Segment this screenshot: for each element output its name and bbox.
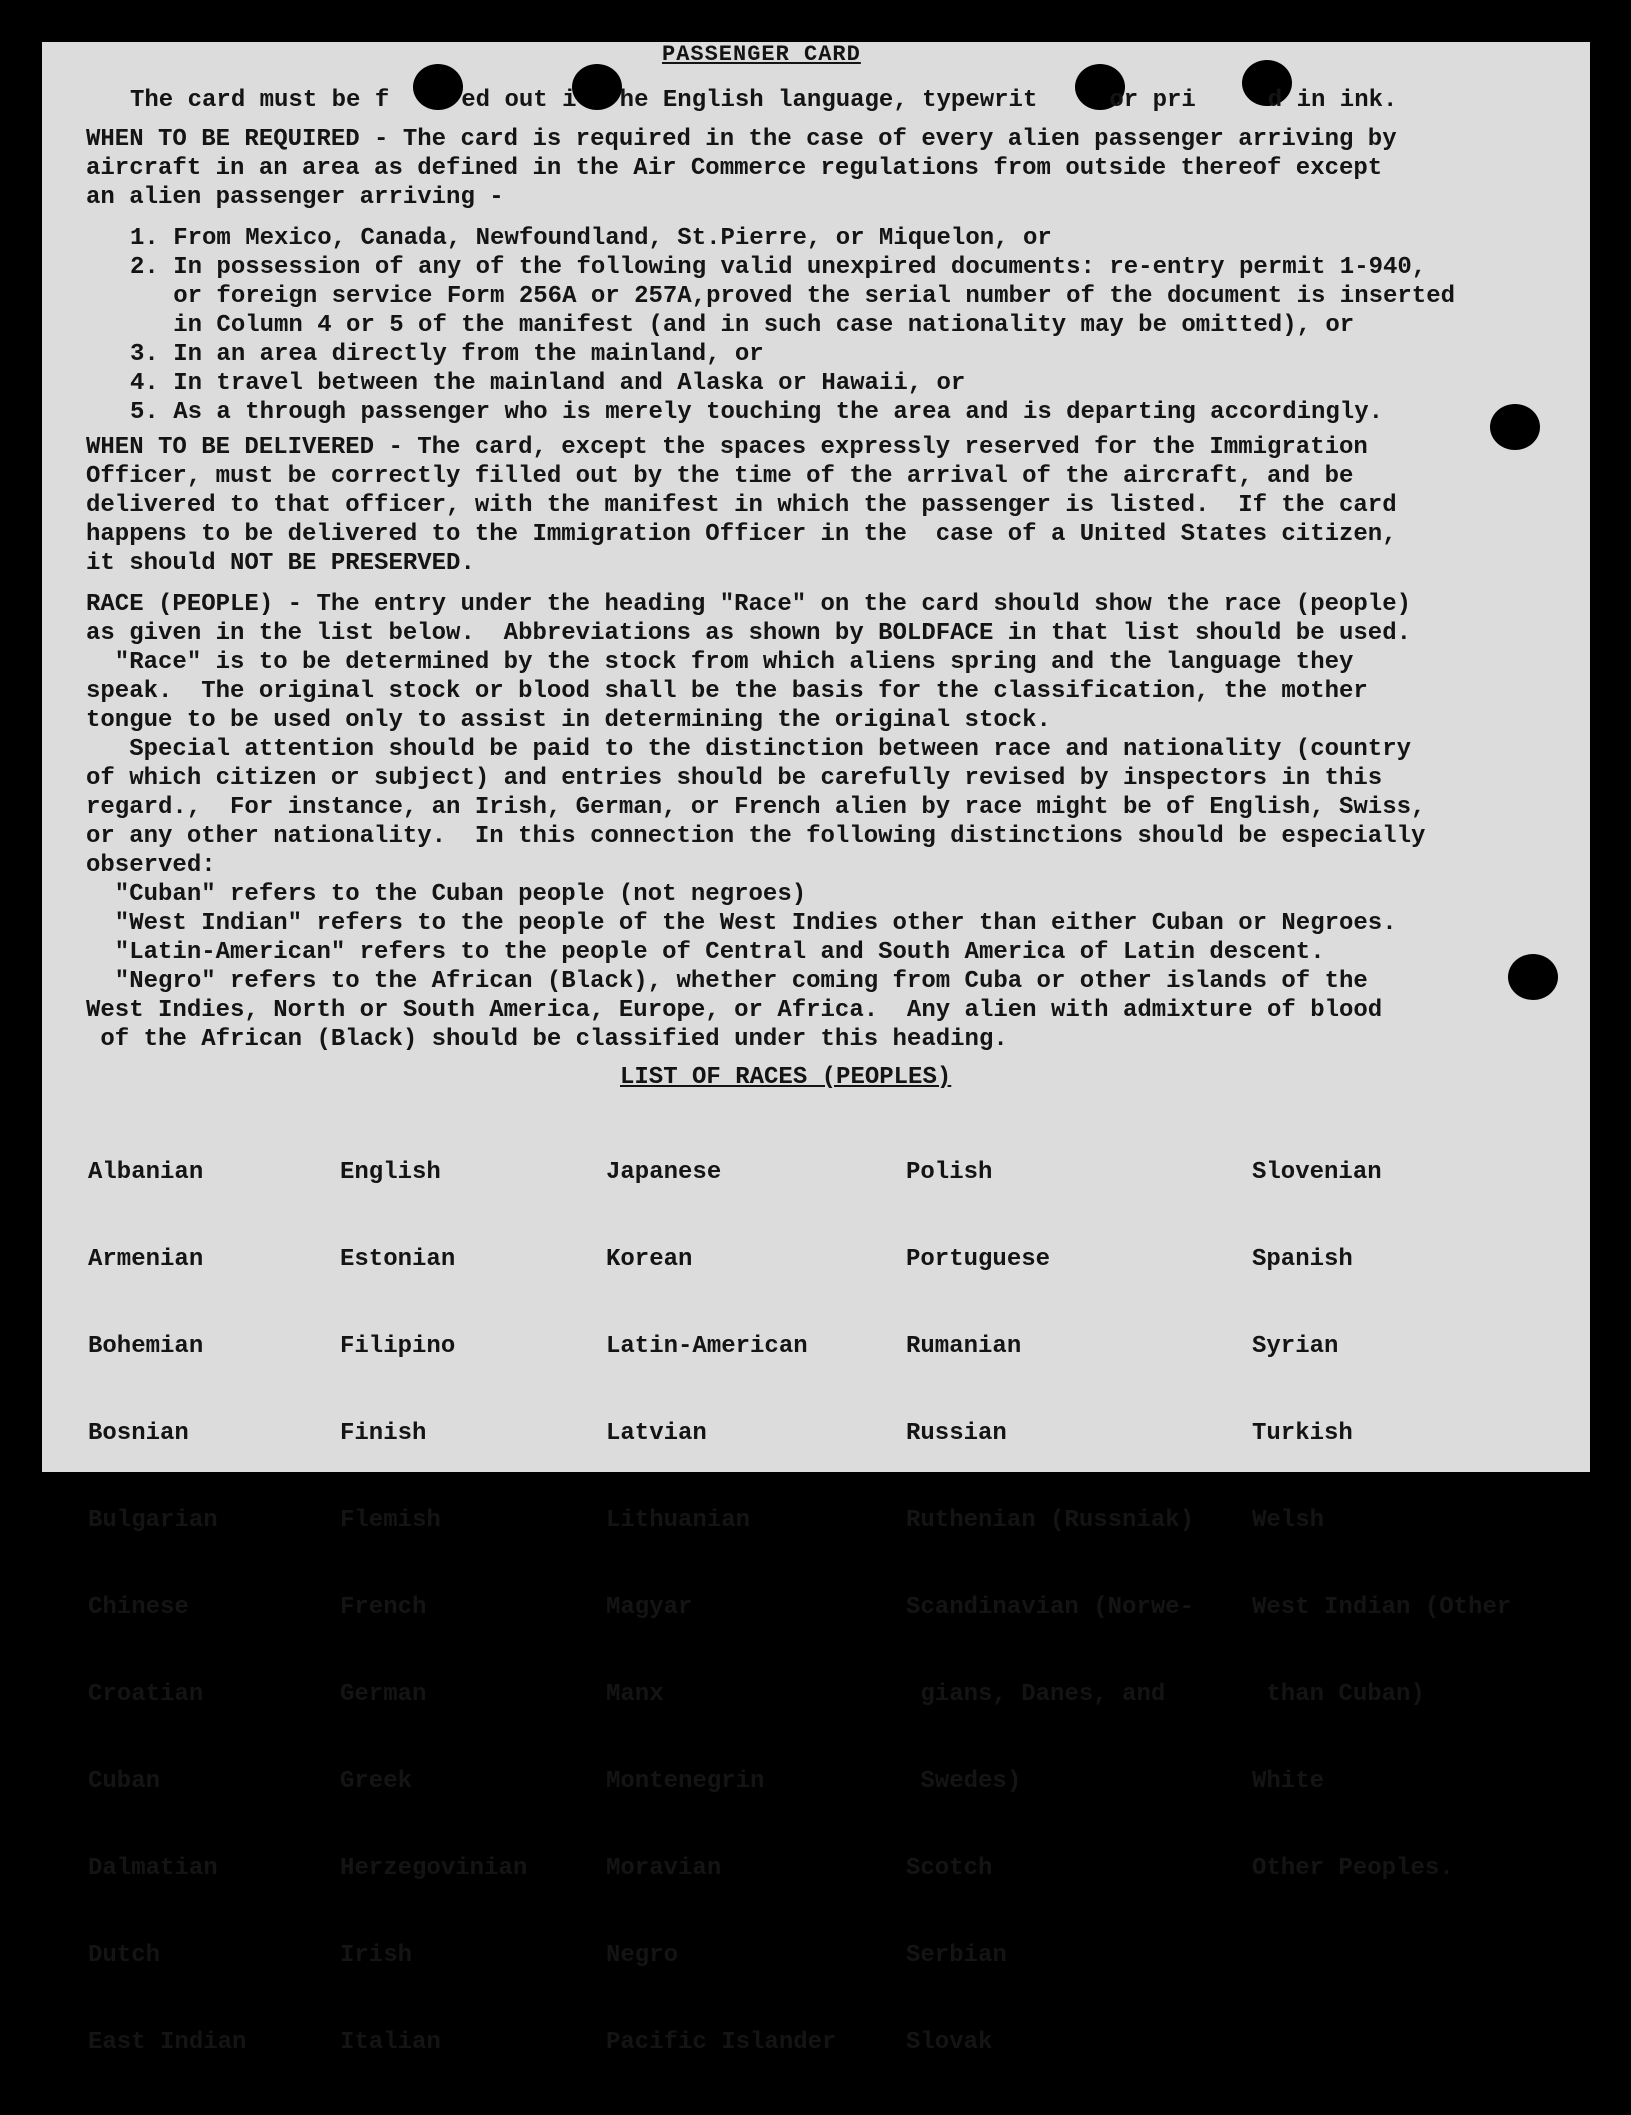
race-item: Latvian (606, 1420, 707, 1447)
race-item: Japanese (606, 1159, 722, 1186)
race-item: Spanish (1252, 1246, 1353, 1273)
race-item: Korean (606, 1246, 693, 1273)
race-line: tongue to be used only to assist in determining the original stock. (86, 707, 1051, 734)
race-line: "Race" is to be determined by the stock from which aliens spring and the language they (86, 649, 1354, 676)
required-item: 4. In travel between the mainland and Alaska or Hawaii, or (130, 370, 966, 397)
race-item: Portuguese (906, 1246, 1051, 1273)
race-item: Pacific Islander (606, 2029, 837, 2056)
race-item: Bosnian (88, 1420, 189, 1447)
race-item: gians, Danes, and (906, 1681, 1166, 1708)
punch-hole (1490, 404, 1540, 450)
race-item: Serbian (906, 1942, 1007, 1969)
race-item: Negro (606, 1942, 679, 1969)
race-item: Dutch (88, 1942, 161, 1969)
race-item: Cuban (88, 1768, 161, 1795)
races-column-4 (906, 1100, 1194, 2115)
race-item: Scandinavian (Norwe- (906, 1594, 1195, 1621)
race-item: Manx (606, 1681, 664, 1708)
delivered-line: Officer, must be correctly filled out by the time of the arrival of the aircraft, and be (86, 463, 1354, 490)
required-line: WHEN TO BE REQUIRED - The card is required in the case of every alien passenger arriving by (86, 126, 1397, 153)
race-item: Croatian (88, 1681, 204, 1708)
race-item: Russian (906, 1420, 1007, 1447)
race-item: Greek (340, 1768, 413, 1795)
race-line: "Cuban" refers to the Cuban people (not negroes) (86, 881, 807, 908)
race-item: White (1252, 1768, 1325, 1795)
race-item: Italian (340, 2029, 441, 2056)
required-item: 5. As a through passenger who is merely touching the area and is departing accordingly. (130, 399, 1384, 426)
race-item: East Indian (88, 2029, 247, 2056)
race-item: French (340, 1594, 427, 1621)
race-item: Ruthenian (Russniak) (906, 1507, 1195, 1534)
race-line: or any other nationality. In this connection the following distinctions should be especially (86, 823, 1426, 850)
race-line: of the African (Black) should be classified under this heading. (86, 1026, 1008, 1053)
race-item: Rumanian (906, 1333, 1022, 1360)
race-item: Latin-American (606, 1333, 808, 1360)
race-line: regard., For instance, an Irish, German, or French alien by race might be of English, Swiss, (86, 794, 1426, 821)
race-item: Polish (906, 1159, 993, 1186)
race-item: Finish (340, 1420, 427, 1447)
race-item: Bulgarian (88, 1507, 218, 1534)
race-item: Bohemian (88, 1333, 204, 1360)
required-line: aircraft in an area as defined in the Air Commerce regulations from outside thereof except (86, 155, 1383, 182)
race-item: than Cuban) (1252, 1681, 1425, 1708)
race-item: Syrian (1252, 1333, 1339, 1360)
race-item: Dalmatian (88, 1855, 218, 1882)
race-item: Slovenian (1252, 1159, 1382, 1186)
races-column-3 (606, 1100, 836, 2115)
race-line: speak. The original stock or blood shall be the basis for the classification, the mother (86, 678, 1368, 705)
race-item: Irish (340, 1942, 413, 1969)
race-item: Slovak (906, 2029, 993, 2056)
intro-line: The card must be f ed out i he English language, typewrit or pri d in ink. (130, 87, 1398, 114)
race-item: Swedes) (906, 1768, 1022, 1795)
race-item: English (340, 1159, 441, 1186)
race-line: of which citizen or subject) and entries should be carefully revised by inspectors in this (86, 765, 1383, 792)
race-line: RACE (PEOPLE) - The entry under the heading "Race" on the card should show the race (people) (86, 591, 1412, 618)
delivered-line: WHEN TO BE DELIVERED - The card, except the spaces expressly reserved for the Immigration (86, 434, 1368, 461)
race-item: Armenian (88, 1246, 204, 1273)
race-item: Other Peoples. (1252, 1855, 1454, 1882)
required-line: an alien passenger arriving - (86, 184, 504, 211)
race-line: Special attention should be paid to the distinction between race and nationality (country (86, 736, 1412, 763)
races-column-5 (1252, 1100, 1511, 1941)
race-line: "Negro" refers to the African (Black), whether coming from Cuba or other islands of the (86, 968, 1368, 995)
punch-hole (1508, 954, 1558, 1000)
race-item: Flemish (340, 1507, 441, 1534)
race-item: Welsh (1252, 1507, 1325, 1534)
delivered-line: happens to be delivered to the Immigration Officer in the case of a United States citizen, (86, 521, 1397, 548)
races-column-1 (88, 1100, 246, 2115)
race-item: Herzegovinian (340, 1855, 528, 1882)
required-item: 1. From Mexico, Canada, Newfoundland, St.Pierre, or Miquelon, or (130, 225, 1052, 252)
race-line: "Latin-American" refers to the people of Central and South America of Latin descent. (86, 939, 1325, 966)
race-line: West Indies, North or South America, Europe, or Africa. Any alien with admixture of blood (86, 997, 1383, 1024)
passenger-card (42, 42, 1590, 2056)
delivered-line: it should NOT BE PRESERVED. (86, 550, 475, 577)
required-item: 2. In possession of any of the following valid unexpired documents: re-entry permit 1-940, (130, 254, 1427, 281)
race-item: Moravian (606, 1855, 722, 1882)
race-item: Turkish (1252, 1420, 1353, 1447)
race-line: as given in the list below. Abbreviations as shown by BOLDFACE in that list should be used. (86, 620, 1412, 647)
required-item: or foreign service Form 256A or 257A,proved the serial number of the document is inserted (130, 283, 1456, 310)
card-title: PASSENGER CARD (662, 42, 861, 67)
race-item: Albanian (88, 1159, 204, 1186)
race-item: Montenegrin (606, 1768, 765, 1795)
delivered-line: delivered to that officer, with the manifest in which the passenger is listed. If the card (86, 492, 1397, 519)
races-column-2 (340, 1100, 527, 2115)
race-line: observed: (86, 852, 216, 879)
required-item: in Column 4 or 5 of the manifest (and in such case nationality may be omitted), or (130, 312, 1355, 339)
race-item: Magyar (606, 1594, 693, 1621)
race-item: Filipino (340, 1333, 456, 1360)
required-item: 3. In an area directly from the mainland, or (130, 341, 764, 368)
list-title: LIST OF RACES (PEOPLES) (620, 1064, 952, 1091)
race-item: West Indian (Other (1252, 1594, 1512, 1621)
race-item: Scotch (906, 1855, 993, 1882)
race-item: Estonian (340, 1246, 456, 1273)
race-item: German (340, 1681, 427, 1708)
race-item: Lithuanian (606, 1507, 751, 1534)
race-line: "West Indian" refers to the people of the West Indies other than either Cuban or Negroes. (86, 910, 1397, 937)
race-item: Chinese (88, 1594, 189, 1621)
